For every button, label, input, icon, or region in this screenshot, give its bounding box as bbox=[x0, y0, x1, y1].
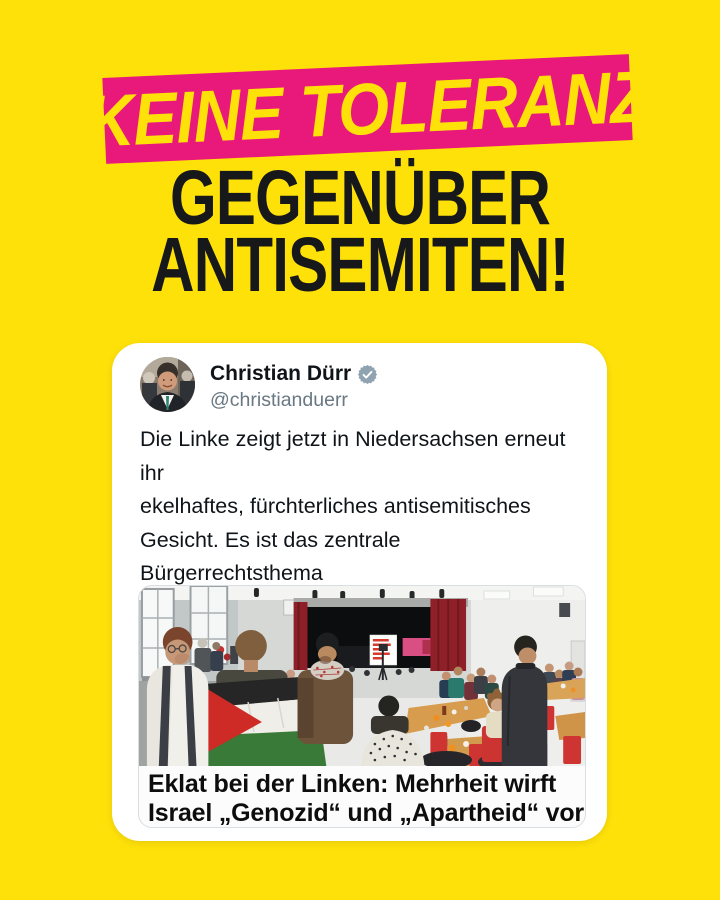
news-headline-line: Israel „Genozid“ und „Apartheid“ vor bbox=[148, 799, 584, 827]
avatar bbox=[140, 357, 195, 412]
news-headline-line: Eklat bei der Linken: Mehrheit wirft bbox=[148, 770, 557, 798]
poster-title-line2: ANTISEMITEN! bbox=[151, 222, 569, 308]
tweet-author-block bbox=[210, 357, 378, 412]
poster-title-line1: GEGENÜBER bbox=[169, 155, 551, 241]
tweet-text-line: Die Linke zeigt jetzt in Niedersachsen erneut ihr bbox=[140, 427, 566, 485]
author-name: Christian Dürr bbox=[210, 362, 352, 385]
tweet-card bbox=[112, 343, 607, 841]
slogan-text: KEINE TOLERANZ bbox=[84, 55, 651, 163]
tweet-text-line: ekelhaftes, fürchterliches antisemitisches bbox=[140, 494, 531, 518]
poster-title bbox=[79, 155, 641, 308]
slogan-banner bbox=[84, 54, 651, 164]
news-headline bbox=[139, 766, 585, 828]
verified-badge-icon bbox=[357, 364, 378, 385]
news-photo bbox=[139, 586, 585, 766]
news-link-card bbox=[138, 585, 586, 828]
tweet-text-line: Gesicht. Es ist das zentrale Bürgerrechtsthema bbox=[140, 527, 401, 585]
author-handle: @christianduerr bbox=[210, 389, 348, 411]
tweet-header bbox=[140, 357, 378, 412]
